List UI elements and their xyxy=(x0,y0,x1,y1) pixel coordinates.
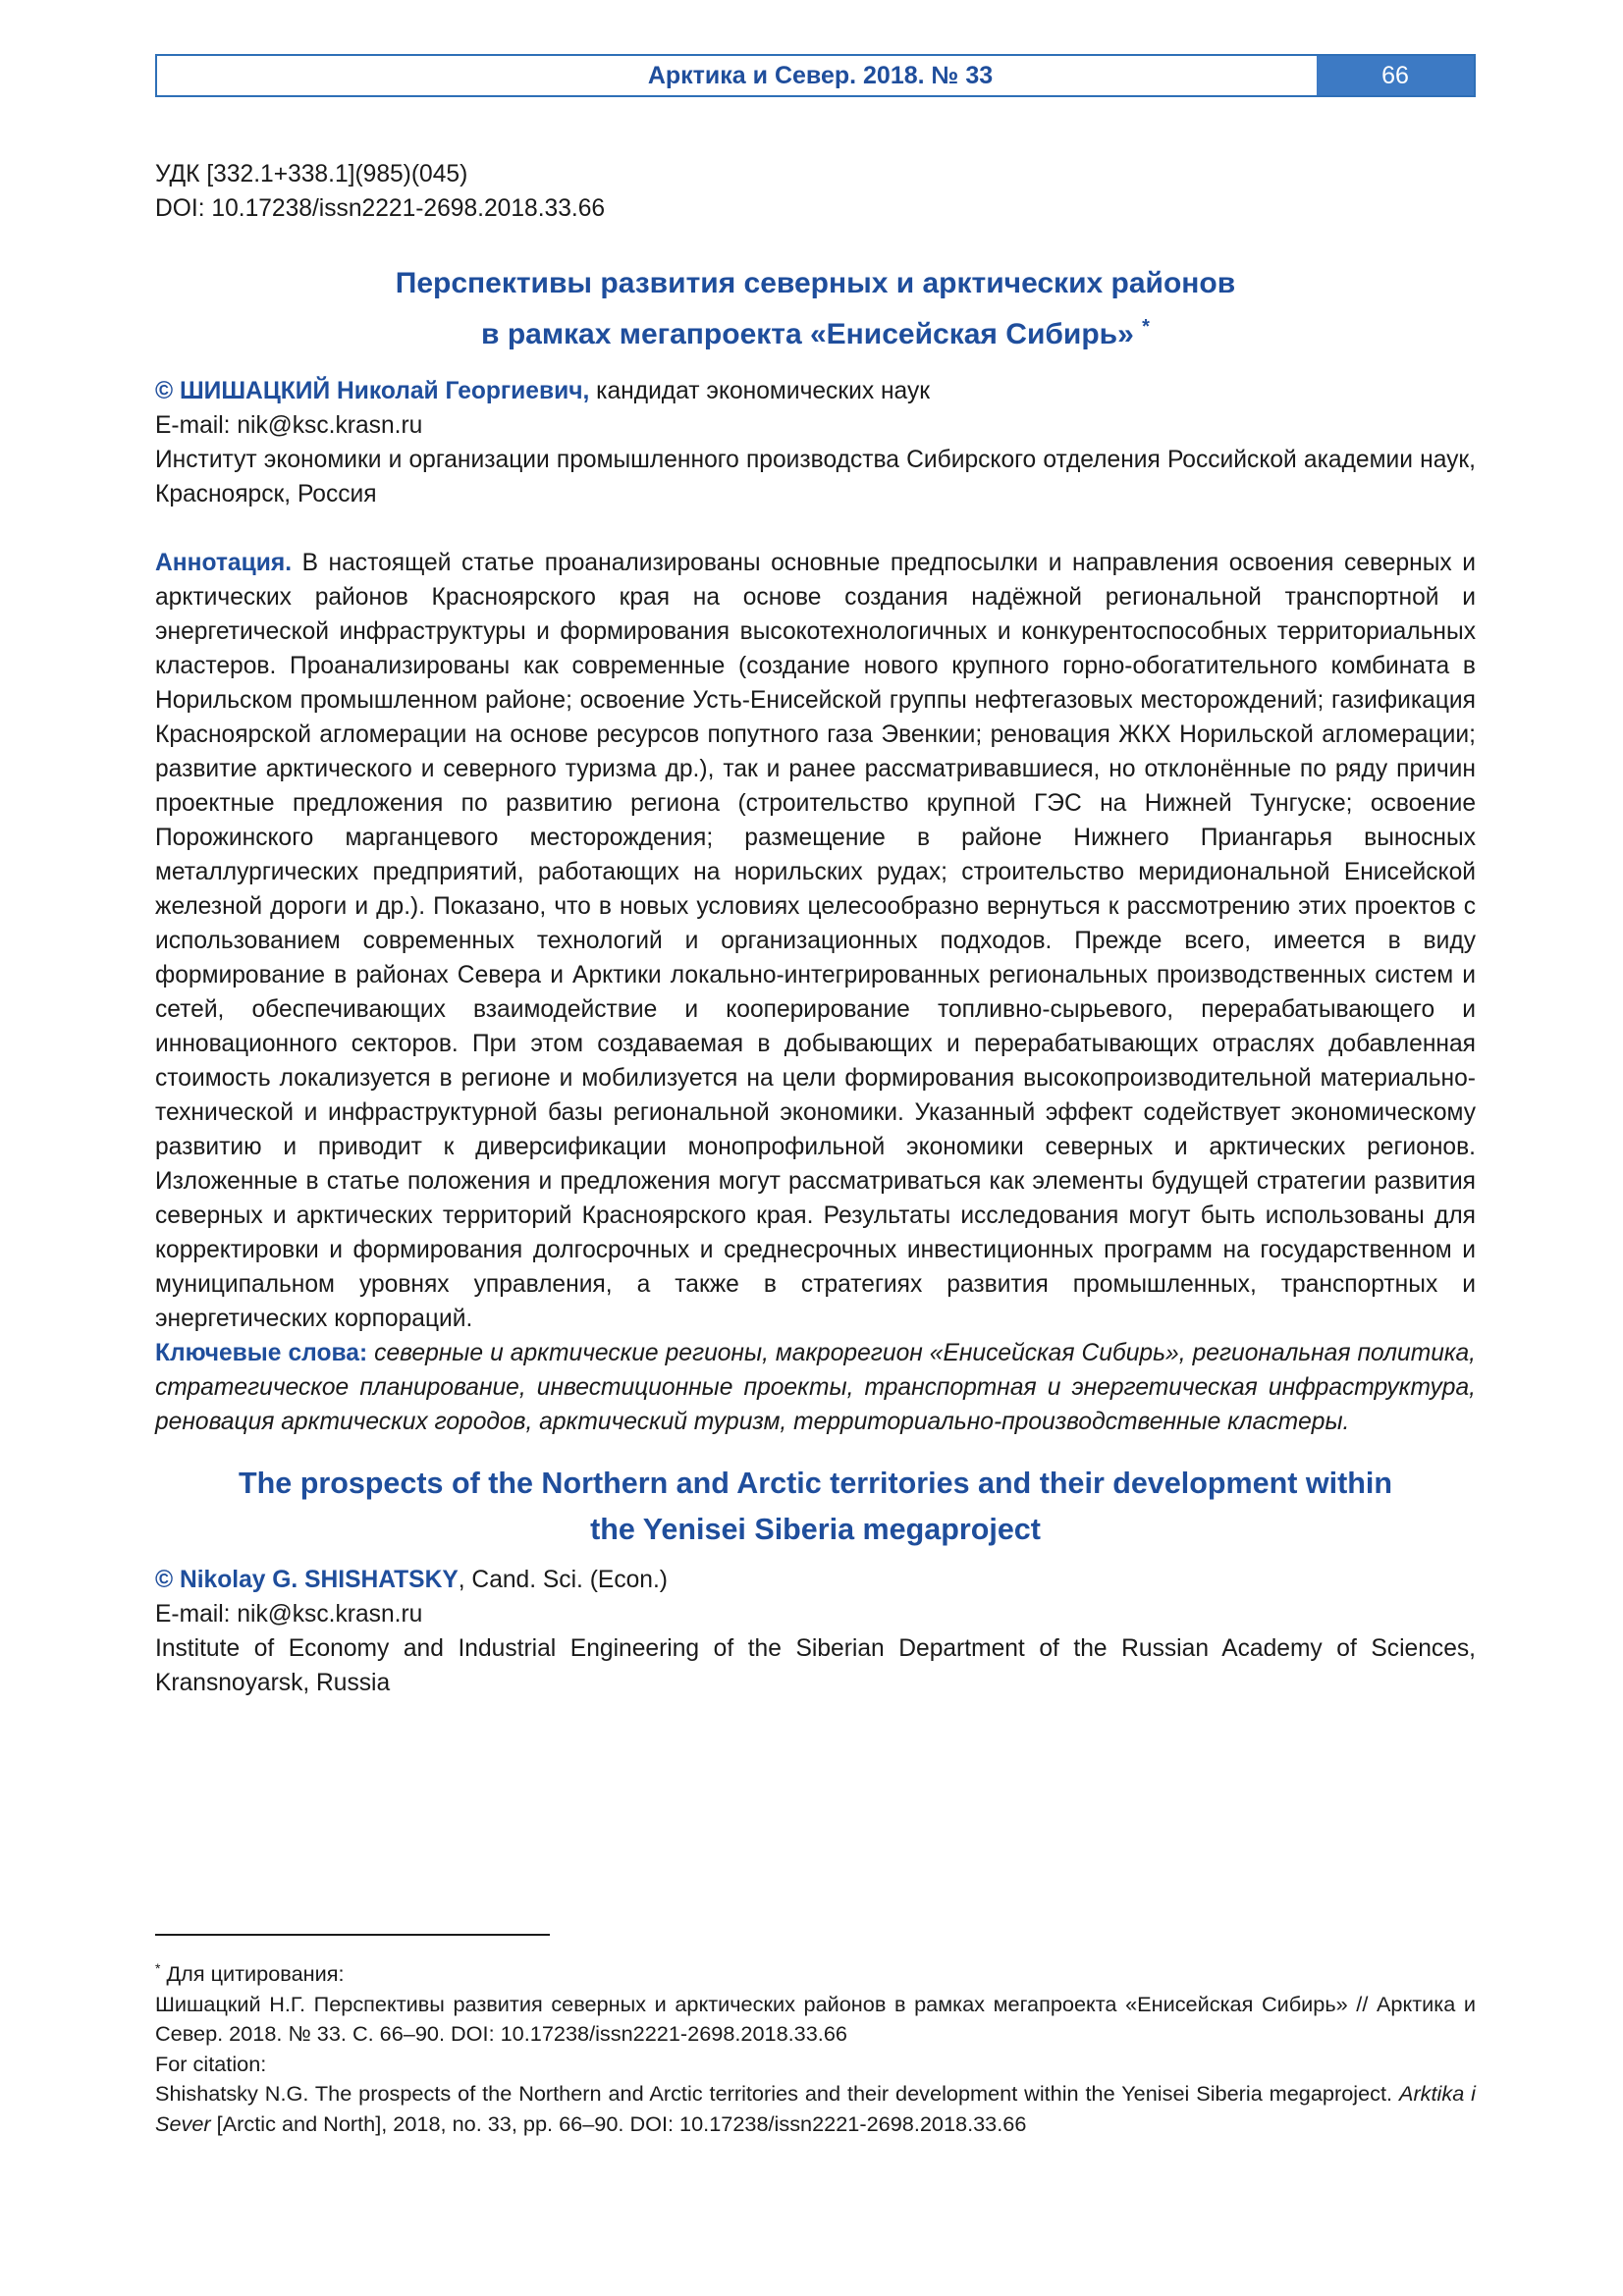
abstract-text: В настоящей статье проанализированы основные предпосылки и направления освоения северных и арктических районов Красноярского края на основе создания надёжной региональной транспортной и энергетической инфраструктуры и формирования высокотехнологичных и конкурентоспособных территориальных кластеров. Проанализированы как современные (создание нового крупного горно-обогатительного комбината в Норильском промышленном районе; освоение Усть-Енисейской группы нефтегазовых месторождений; газификация Красноярской агломерации на основе ресурсов попутного газа Эвенкии; реновация ЖКХ Норильской агломерации; развитие арктического и северного туризма др.), так и ранее рассматривавшиеся, но отклонённые по ряду причин проектные предложения по развитию региона (строительство крупной ГЭС на Нижней Тунгуске; освоение Порожинского марганцевого месторождения; размещение в районе Нижнего Приангарья выносных металлургических предприятий, работающих на норильских рудах; строительство меридиональной Енисейской железной дороги и др.). Показано, что в новых условиях целесообразно вернуться к рассмотрению этих проектов с использованием современных технологий и организационных подходов. Прежде всего, имеется в виду формирование в районах Севера и Арктики локально-интегрированных региональных производственных систем и сетей, обеспечивающих взаимодействие и кооперирование топливно-сырьевого, перерабатывающего и инновационного секторов. При этом создаваемая в добывающих и перерабатывающих отраслях добавленная стоимость локализуется в регионе и мобилизуется на цели формирования высокопроизводительной материально-технической и инфраструктурной базы региональной экономики. Указанный эффект содействует экономическому развитию и приводит к диверсификации монопрофильной экономики северных и арктических регионов. Изложенные в статье положения и предложения могут рассматриваться как элементы будущей стратегии развития северных и арктических территорий Красноярского края. Результаты исследования могут быть использованы для корректировки и формирования долгосрочных и среднесрочных инвестиционных программ на государственном и муниципальном уровнях управления, а также в стратегиях развития промышленных, транспортных и энергетических корпораций. xyxy=(155,550,1476,1332)
author-russian-affiliation: Институт экономики и организации промышленного производства Сибирского отделения Российской академии наук, Красноярск, Россия xyxy=(155,447,1476,507)
doi: DOI: 10.17238/issn2221-2698.2018.33.66 xyxy=(155,195,606,222)
author-russian xyxy=(155,374,1476,408)
citation-en-pre: Shishatsky N.G. The prospects of the Northern and Arctic territories and their development within the Yenisei Siberia megaproject. xyxy=(155,2081,1399,2107)
author-russian-degree: кандидат экономических наук xyxy=(589,378,931,404)
citation-en xyxy=(155,2079,1476,2139)
author-english xyxy=(155,1563,1476,1597)
title-footnote-mark: * xyxy=(1142,316,1150,338)
author-english-degree: , Cand. Sci. (Econ.) xyxy=(458,1567,668,1593)
title-russian-line1: Перспективы развития северных и арктических районов xyxy=(395,267,1236,299)
footnotes xyxy=(155,1953,1476,2139)
citation-ru-text: Шишацкий Н.Г. Перспективы развития северных и арктических районов в рамках мегапроекта «Енисейская Сибирь» // Арктика и Север. 2018. № 33. С. 66–90. DOI: 10.17238/issn2221-2698.2018.33.66 xyxy=(155,1991,1476,2047)
title-english-line1: The prospects of the Northern and Arctic territories and their development within xyxy=(239,1467,1392,1500)
author-russian-name: © ШИШАЦКИЙ Николай Георгиевич, xyxy=(155,378,590,404)
abstract-russian xyxy=(155,546,1476,1336)
journal-title: Арктика и Север. 2018. № 33 xyxy=(647,61,994,89)
keywords-label: Ключевые слова: xyxy=(155,1340,368,1366)
citation-en-label: For citation: xyxy=(155,2051,267,2076)
citation-en-post: [Arctic and North], 2018, no. 33, pp. 66–90. DOI: 10.17238/issn2221-2698.2018.33.66 xyxy=(210,2110,1027,2136)
article-body xyxy=(155,157,1476,1700)
citation-ru-label: Для цитирования: xyxy=(160,1961,345,1987)
abstract-label: Аннотация. xyxy=(155,550,293,576)
title-english xyxy=(155,1461,1476,1553)
author-english-name: © Nikolay G. SHISHATSKY xyxy=(155,1567,459,1593)
page-number: 66 xyxy=(1317,56,1474,95)
footnote-divider xyxy=(155,1934,550,1936)
title-russian xyxy=(155,261,1476,356)
title-russian-line2: в рамках мегапроекта «Енисейская Сибирь» xyxy=(481,318,1134,350)
author-english-affiliation: Institute of Economy and Industrial Engineering of the Siberian Department of the Russian Academy of Sciences, Kransnoyarsk, Russia xyxy=(155,1635,1476,1696)
udk-code: УДК [332.1+338.1](985)(045) xyxy=(155,161,468,187)
keywords-russian xyxy=(155,1336,1476,1439)
title-english-line2: the Yenisei Siberia megaproject xyxy=(590,1513,1041,1546)
citation-ru-label-line xyxy=(155,1953,1476,1990)
journal-header xyxy=(155,54,1476,97)
author-russian-email: E-mail: nik@ksc.krasn.ru xyxy=(155,412,423,439)
citation-en-journal: Arktika i Sever xyxy=(155,2081,1477,2136)
author-english-email: E-mail: nik@ksc.krasn.ru xyxy=(155,1601,423,1628)
footnote-mark: * xyxy=(155,1960,161,1976)
keywords-text: северные и арктические регионы, макрорегион «Енисейская Сибирь», региональная политика, стратегическое планирование, инвестиционные проекты, транспортная и энергетическая инфраструктура, реновация арктических городов, арктический туризм, территориально-производственные кластеры. xyxy=(155,1340,1477,1435)
